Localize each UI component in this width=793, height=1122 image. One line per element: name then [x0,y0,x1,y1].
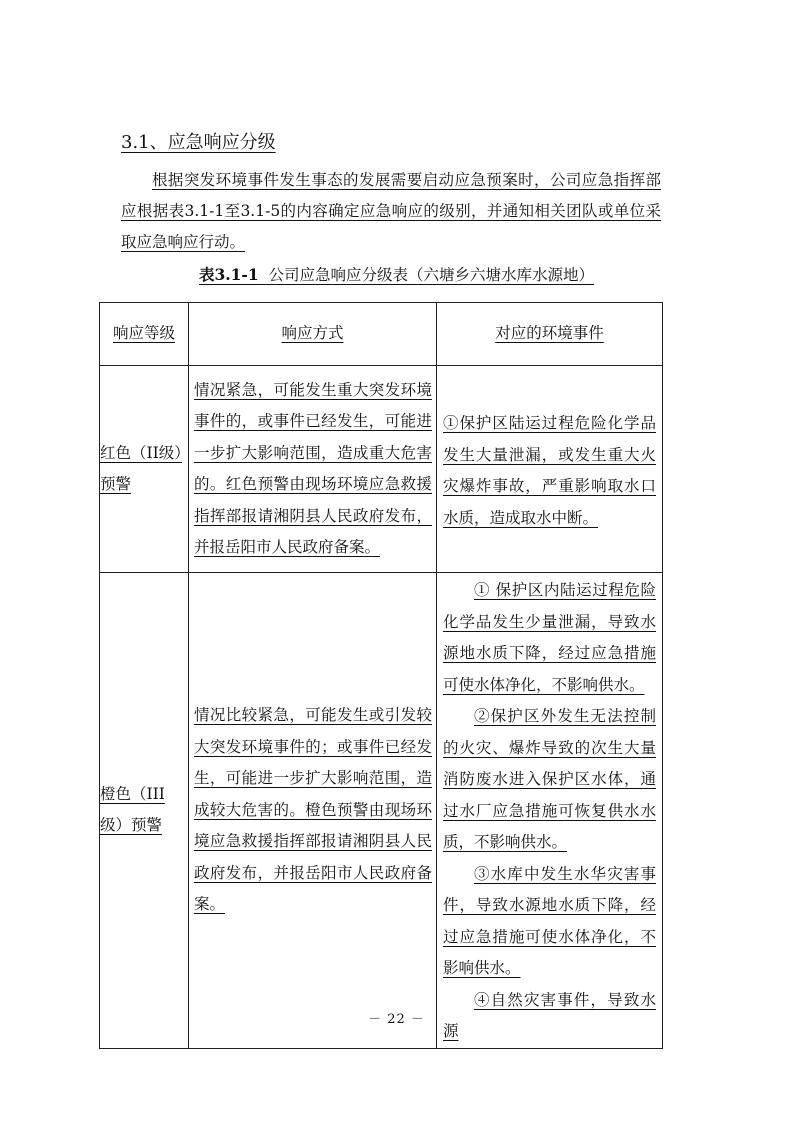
section-heading-text: 3.1、应急响应分级 [121,132,276,153]
event-text-orange-2: ②保护区外发生无法控制的火灾、爆炸导致的次生大量消防废水进入保护区水体，通过水厂应急措施可恢复供水水质，不影响供水。 [443,707,656,851]
header-response-text: 响应方式 [281,324,344,343]
header-cell-level [100,303,189,366]
header-cell-events [437,303,663,366]
level-cell-red [100,366,189,573]
events-cell-red [437,366,663,573]
header-cell-response [189,303,437,366]
event-text-red-1: ①保护区陆运过程危险化学品发生大量泄漏，或发生重大火灾爆炸事故，严重影响取水口水质，造成取水中断。 [443,414,656,527]
level-text-orange: 橙色（III级）预警 [100,784,165,835]
response-cell-orange [189,573,437,1049]
response-text-orange: 情况比较紧急，可能发生或引发较大突发环境事件的；或事件已经发生，可能进一步扩大影响范围，造成较大危害的。橙色预警由现场环境应急救援指挥部报请湘阴县人民政府发布，并报岳阳市人民政府备案。 [194,706,432,913]
table-caption-label: 表3.1-1 [198,265,259,284]
section-heading [121,130,276,156]
event-text-orange-3: ③水库中发生水华灾害事件，导致水源地水质下降，经过应急措施可使水体净化，不影响供水。 [443,864,656,977]
table-caption-underline [199,266,594,284]
page-number: － 22 － [368,1012,425,1027]
intro-paragraph [121,165,661,258]
level-text-red: 红色（II级）预警 [100,443,182,493]
table-row-red [100,366,663,573]
table-row-orange [100,573,663,1049]
response-text-red: 情况紧急，可能发生重大突发环境事件的，或事件已经发生，可能进一步扩大影响范围，造成重大危害的。红色预警由现场环境应急救援指挥部报请湘阴县人民政府发布，并报岳阳市人民政府备案。 [194,380,432,556]
header-level-text: 响应等级 [112,324,175,343]
response-cell-red [189,366,437,573]
level-cell-orange [100,573,189,1049]
event-text-orange-1: ① 保护区内陆运过程危险化学品发生少量泄漏，导致水源地水质下降，经过应急措施可使水体净化，不影响供水。 [443,581,656,694]
table-caption-text: 公司应急响应分级表（六塘乡六塘水库水源地） [268,266,595,284]
header-events-text: 对应的环境事件 [495,324,604,343]
events-cell-orange [437,573,663,1049]
table-header-row [100,303,663,366]
intro-text: 根据突发环境事件发生事态的发展需要启动应急预案时，公司应急指挥部应根据表3.1-1至3.1-5的内容确定应急响应的级别，并通知相关团队或单位采取应急响应行动。 [121,171,661,251]
table-caption [0,263,793,287]
response-grade-table [99,302,663,1049]
event-text-orange-4: ④自然灾害事件，导致水源 [443,990,656,1040]
